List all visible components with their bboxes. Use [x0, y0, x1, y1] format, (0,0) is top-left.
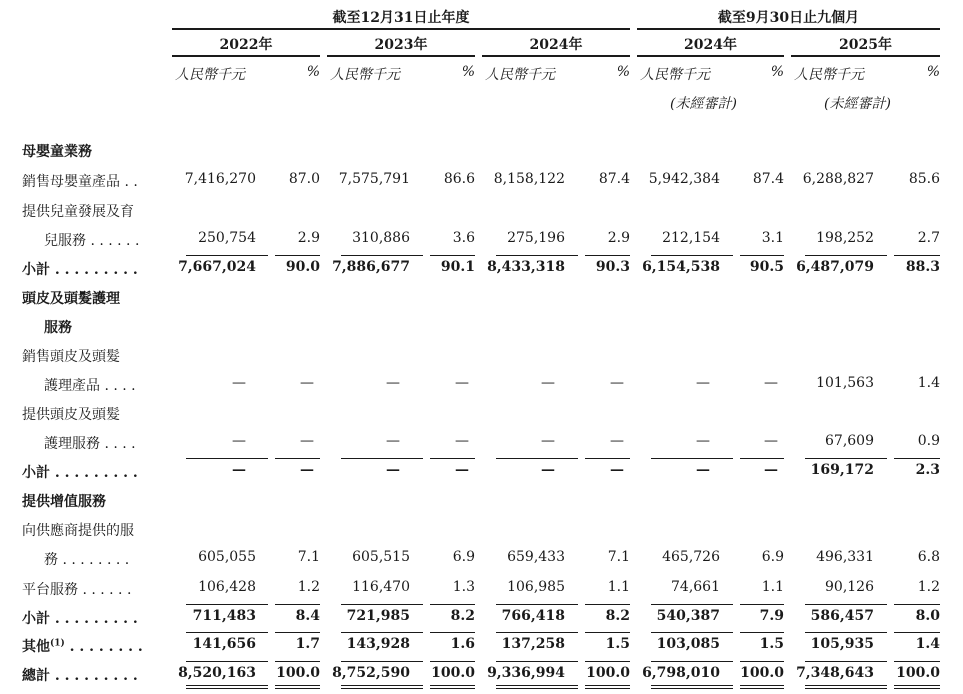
period-header: 2024年 [684, 37, 737, 53]
amount-cell: 250,754 [198, 230, 256, 246]
amount-cell: 711,483 [192, 608, 256, 624]
group-header-rule [172, 28, 630, 30]
percent-cell: — [300, 433, 314, 449]
total-double-rule [805, 688, 887, 689]
row-label [44, 230, 139, 250]
amount-cell: 465,726 [662, 549, 720, 565]
row-label-text: 務 . . . . . . . . [44, 552, 130, 568]
percent-cell: 1.1 [761, 579, 784, 595]
period-header: 2023年 [374, 37, 428, 53]
percent-cell: 90.1 [440, 259, 475, 275]
percent-cell: 90.0 [285, 259, 320, 275]
unit-amount-label: 人民幣千元 [794, 67, 864, 83]
subtotal-rule [585, 604, 630, 605]
amount-cell: 7,575,791 [338, 171, 410, 187]
amount-cell: 7,886,677 [332, 259, 410, 275]
row-label [22, 491, 106, 511]
amount-cell: 8,752,590 [332, 665, 410, 681]
amount-cell: — [386, 462, 400, 478]
subtotal-rule [430, 604, 475, 605]
amount-cell: 8,433,318 [487, 259, 565, 275]
footnote-marker: (1) [50, 638, 65, 649]
total-double-rule [341, 685, 423, 686]
row-label-text: 提供頭皮及頭髮 [22, 407, 120, 423]
subtotal-rule [186, 632, 268, 633]
subtotal-rule [496, 632, 578, 633]
amount-cell: 7,348,643 [796, 665, 874, 681]
group-header-rule [637, 28, 940, 30]
subtotal-rule [805, 255, 887, 256]
group-header-year: 截至12月31日止年度 [332, 10, 470, 26]
row-label-text: 小計 . . . . . . . . . [22, 465, 138, 481]
amount-cell: 212,154 [662, 230, 720, 246]
amount-cell: 586,457 [810, 608, 874, 624]
percent-cell: 2.7 [917, 230, 940, 246]
amount-cell: 605,055 [198, 549, 256, 565]
subtotal-rule [430, 632, 475, 633]
row-label-text: 其他 [22, 639, 50, 655]
percent-cell: — [764, 462, 778, 478]
total-double-rule [430, 688, 475, 689]
percent-cell: 6.9 [452, 549, 475, 565]
row-label-text: 總計 . . . . . . . . . [22, 668, 138, 684]
row-label [22, 259, 138, 279]
percent-cell: 1.7 [295, 636, 320, 652]
unit-amount-label: 人民幣千元 [175, 67, 245, 83]
amount-cell: 116,470 [352, 579, 410, 595]
amount-cell: 141,656 [192, 636, 256, 652]
subtotal-rule [341, 255, 423, 256]
percent-cell: 90.3 [595, 259, 630, 275]
amount-cell: 496,331 [816, 549, 874, 565]
total-double-rule [651, 688, 733, 689]
subtotal-rule [341, 458, 423, 459]
percent-cell: — [300, 462, 314, 478]
row-label [22, 665, 138, 685]
percent-cell: 6.8 [917, 549, 940, 565]
amount-cell: 8,520,163 [178, 665, 256, 681]
unit-percent-label: % [616, 64, 630, 80]
total-double-rule [275, 685, 320, 686]
subtotal-rule [740, 632, 784, 633]
percent-cell: — [300, 375, 314, 391]
percent-cell: 2.9 [607, 230, 630, 246]
subtotal-rule [651, 604, 733, 605]
period-header-rule [327, 55, 475, 57]
row-label [44, 549, 129, 569]
subtotal-rule [275, 255, 320, 256]
subtotal-rule [740, 604, 784, 605]
subtotal-rule [275, 458, 320, 459]
period-header-rule [637, 55, 784, 57]
subtotal-rule [496, 661, 578, 662]
percent-cell: 1.1 [607, 579, 630, 595]
row-label [22, 404, 120, 424]
subtotal-rule [894, 661, 940, 662]
total-double-rule [651, 685, 733, 686]
period-header: 2024年 [529, 37, 583, 53]
total-double-rule [585, 688, 630, 689]
percent-cell: 8.4 [295, 608, 320, 624]
subtotal-rule [894, 458, 940, 459]
subtotal-rule [186, 604, 268, 605]
unit-amount-label: 人民幣千元 [485, 67, 555, 83]
unit-percent-label: % [461, 64, 475, 80]
percent-cell: 100.0 [276, 665, 320, 681]
amount-cell: 101,563 [816, 375, 874, 391]
subtotal-rule [585, 661, 630, 662]
subtotal-rule [186, 255, 268, 256]
subtotal-rule [894, 632, 940, 633]
amount-cell: 6,487,079 [796, 259, 874, 275]
total-double-rule [275, 688, 320, 689]
group-header-nine-months: 截至9月30日止九個月 [717, 10, 860, 26]
amount-cell: 540,387 [656, 608, 720, 624]
amount-cell: 6,798,010 [642, 665, 720, 681]
subtotal-rule [275, 632, 320, 633]
row-label [22, 636, 143, 656]
amount-cell: — [232, 433, 246, 449]
percent-cell: — [764, 433, 778, 449]
row-label-text: 母嬰童業務 [22, 144, 92, 160]
percent-cell: 2.3 [915, 462, 940, 478]
subtotal-rule [275, 661, 320, 662]
percent-cell: — [610, 375, 624, 391]
unit-percent-label: % [306, 64, 320, 80]
percent-cell: 8.0 [915, 608, 940, 624]
percent-cell: 87.4 [752, 171, 784, 187]
amount-cell: — [696, 433, 710, 449]
amount-cell: 198,252 [816, 230, 874, 246]
percent-cell: 100.0 [431, 665, 475, 681]
percent-cell: 1.2 [917, 579, 940, 595]
total-double-rule [805, 685, 887, 686]
total-double-rule [894, 685, 940, 686]
percent-cell: 85.6 [908, 171, 940, 187]
percent-cell: 6.9 [761, 549, 784, 565]
percent-cell: 1.6 [450, 636, 475, 652]
subtotal-rule [275, 604, 320, 605]
row-label-text: 小計 . . . . . . . . . [22, 262, 138, 278]
row-label [44, 375, 136, 395]
unit-percent-label: % [926, 64, 940, 80]
row-label-text: 小計 . . . . . . . . . [22, 611, 138, 627]
period-header-rule [791, 55, 940, 57]
total-double-rule [894, 688, 940, 689]
amount-cell: 8,158,122 [493, 171, 565, 187]
subtotal-rule [341, 604, 423, 605]
percent-cell: 8.2 [605, 608, 630, 624]
percent-cell: 2.9 [297, 230, 320, 246]
percent-cell: 100.0 [896, 665, 940, 681]
amount-cell: 169,172 [810, 462, 874, 478]
subtotal-rule [430, 255, 475, 256]
subtotal-rule [430, 661, 475, 662]
amount-cell: 605,515 [352, 549, 410, 565]
unit-amount-label: 人民幣千元 [330, 67, 400, 83]
period-header-rule [482, 55, 630, 57]
row-label [22, 520, 134, 540]
total-double-rule [496, 685, 578, 686]
unit-amount-label: 人民幣千元 [640, 67, 710, 83]
subtotal-rule [341, 661, 423, 662]
total-double-rule [430, 685, 475, 686]
subtotal-rule [805, 604, 887, 605]
subtotal-rule [805, 661, 887, 662]
period-header: 2025年 [839, 37, 892, 53]
row-label [22, 346, 120, 366]
subtotal-rule [186, 458, 268, 459]
percent-cell: 1.3 [452, 579, 475, 595]
row-label-text: 提供兒童發展及育 [22, 204, 134, 220]
amount-cell: 137,258 [501, 636, 565, 652]
row-label [22, 288, 120, 308]
row-label-text: 提供增值服務 [22, 494, 106, 510]
subtotal-rule [740, 255, 784, 256]
subtotal-rule [651, 255, 733, 256]
amount-cell: 106,428 [198, 579, 256, 595]
percent-cell: 87.0 [288, 171, 320, 187]
amount-cell: — [386, 433, 400, 449]
amount-cell: — [386, 375, 400, 391]
row-label [22, 201, 134, 221]
subtotal-rule [651, 661, 733, 662]
row-label-text: 銷售母嬰童產品 . . [22, 174, 138, 190]
row-label [22, 171, 138, 191]
subtotal-rule [496, 458, 578, 459]
row-label [44, 317, 72, 337]
amount-cell: 659,433 [507, 549, 565, 565]
amount-cell: 766,418 [501, 608, 565, 624]
subtotal-rule [585, 255, 630, 256]
row-label-text: 服務 [44, 320, 72, 336]
row-label [44, 433, 136, 453]
row-label-text: 護理產品 . . . . [44, 378, 136, 394]
percent-cell: — [455, 375, 469, 391]
percent-cell: 7.1 [607, 549, 630, 565]
unit-percent-label: % [770, 64, 784, 80]
amount-cell: — [696, 462, 710, 478]
row-label-text: 護理服務 . . . . [44, 436, 136, 452]
amount-cell: 103,085 [656, 636, 720, 652]
percent-cell: 3.6 [452, 230, 475, 246]
total-double-rule [341, 688, 423, 689]
total-double-rule [740, 688, 784, 689]
percent-cell: — [455, 433, 469, 449]
amount-cell: 143,928 [346, 636, 410, 652]
subtotal-rule [894, 604, 940, 605]
row-label [22, 579, 131, 599]
subtotal-rule [740, 661, 784, 662]
amount-cell: 74,661 [671, 579, 720, 595]
row-label [22, 462, 138, 482]
amount-cell: — [232, 462, 246, 478]
total-double-rule [585, 685, 630, 686]
amount-cell: 721,985 [346, 608, 410, 624]
subtotal-rule [186, 661, 268, 662]
percent-cell: 8.2 [450, 608, 475, 624]
total-double-rule [740, 685, 784, 686]
total-double-rule [496, 688, 578, 689]
subtotal-rule [496, 255, 578, 256]
subtotal-rule [894, 255, 940, 256]
subtotal-rule [740, 458, 784, 459]
leader-dots: . . . . . . . . [64, 639, 143, 655]
subtotal-rule [430, 458, 475, 459]
row-label-text: 頭皮及頭髮護理 [22, 291, 120, 307]
amount-cell: 106,985 [507, 579, 565, 595]
amount-cell: — [541, 462, 555, 478]
percent-cell: 100.0 [740, 665, 784, 681]
row-label [22, 608, 138, 628]
period-header-rule [172, 55, 320, 57]
percent-cell: 100.0 [586, 665, 630, 681]
row-label-text: 平台服務 . . . . . . [22, 582, 132, 598]
percent-cell: 1.4 [915, 636, 940, 652]
total-double-rule [186, 688, 268, 689]
percent-cell: 90.5 [749, 259, 784, 275]
period-header: 2022年 [219, 37, 273, 53]
subtotal-rule [805, 632, 887, 633]
row-label-text: 銷售頭皮及頭髮 [22, 349, 120, 365]
unaudited-label: (未經審計) [670, 96, 737, 112]
amount-cell: 9,336,994 [487, 665, 565, 681]
subtotal-rule [585, 458, 630, 459]
amount-cell: 6,288,827 [802, 171, 874, 187]
row-label [22, 141, 92, 161]
amount-cell: — [232, 375, 246, 391]
percent-cell: 87.4 [598, 171, 630, 187]
amount-cell: — [541, 375, 555, 391]
percent-cell: 0.9 [917, 433, 940, 449]
amount-cell: — [696, 375, 710, 391]
percent-cell: — [610, 462, 624, 478]
amount-cell: 67,609 [825, 433, 874, 449]
unaudited-label: (未經審計) [824, 96, 891, 112]
subtotal-rule [341, 632, 423, 633]
subtotal-rule [585, 632, 630, 633]
amount-cell: 105,935 [810, 636, 874, 652]
subtotal-rule [805, 458, 887, 459]
amount-cell: 90,126 [825, 579, 874, 595]
amount-cell: 7,667,024 [178, 259, 256, 275]
percent-cell: 7.1 [297, 549, 320, 565]
subtotal-rule [651, 458, 733, 459]
amount-cell: 6,154,538 [642, 259, 720, 275]
amount-cell: 5,942,384 [648, 171, 720, 187]
percent-cell: — [610, 433, 624, 449]
amount-cell: 275,196 [507, 230, 565, 246]
percent-cell: 7.9 [759, 608, 784, 624]
subtotal-rule [651, 632, 733, 633]
percent-cell: 3.1 [761, 230, 784, 246]
percent-cell: 1.2 [297, 579, 320, 595]
amount-cell: 310,886 [352, 230, 410, 246]
amount-cell: 7,416,270 [184, 171, 256, 187]
percent-cell: 1.5 [605, 636, 630, 652]
percent-cell: 86.6 [443, 171, 475, 187]
total-double-rule [186, 685, 268, 686]
subtotal-rule [496, 604, 578, 605]
percent-cell: 1.4 [917, 375, 940, 391]
percent-cell: — [764, 375, 778, 391]
percent-cell: — [455, 462, 469, 478]
amount-cell: — [541, 433, 555, 449]
row-label-text: 向供應商提供的服 [22, 523, 134, 539]
percent-cell: 88.3 [905, 259, 940, 275]
percent-cell: 1.5 [759, 636, 784, 652]
row-label-text: 兒服務 . . . . . . [44, 233, 140, 249]
